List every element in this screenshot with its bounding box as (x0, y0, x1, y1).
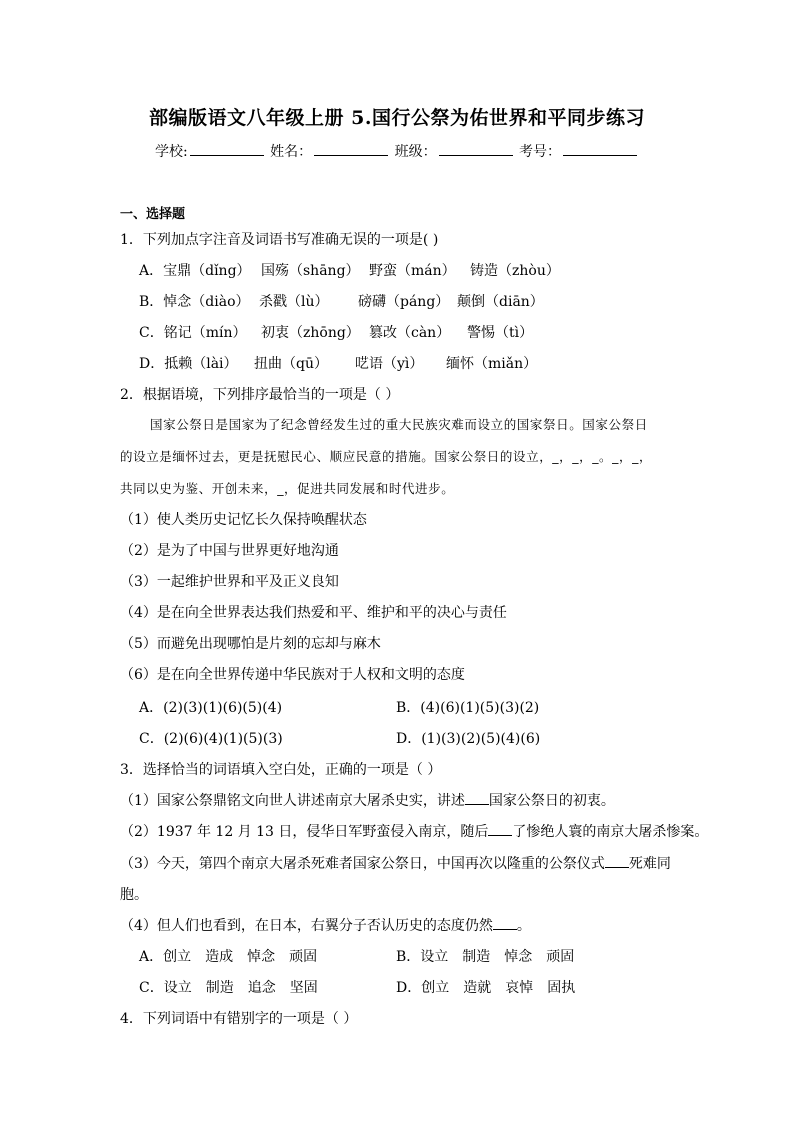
q1-option-d-2: 扭曲（qū） (254, 356, 328, 372)
question-1-stem: 1．下列加点字注音及词语书写准确无误的一项是( ) (120, 232, 439, 248)
q1-option-c-4: 警惕（tì） (467, 325, 534, 341)
q2-item-6: （6）是在向全世界传递中华民族对于人权和文明的态度 (120, 667, 465, 683)
q1-option-d-1: D．抵赖（lài） (139, 356, 238, 372)
q3-sentence-4 (120, 915, 531, 935)
class-blank[interactable] (439, 142, 513, 156)
q1-option-a-1: A．宝鼎（dǐng） (139, 263, 251, 279)
section-heading: 一、选择题 (120, 207, 186, 222)
q2-passage-line-1: 国家公祭日是国家为了纪念曾经发生过的重大民族灾难而设立的国家祭日。国家公祭日 (150, 417, 648, 432)
class-label: 班级： (394, 144, 437, 160)
q3-s1-after: 国家公祭日的初衷。 (488, 793, 615, 809)
q3-s4-after: 。 (516, 918, 531, 934)
q2-option-a: A．(2)(3)(1)(6)(5)(4) (139, 700, 283, 716)
q3-s3-before: （3）今天，第四个南京大屠杀死难者国家公祭日，中国再次以隆重的公祭仪式 (120, 856, 605, 872)
q1-option-a-2: 国殇（shāng） (261, 263, 360, 279)
q3-option-d: D．创立 造就 哀悼 固执 (396, 980, 576, 996)
q1-option-d-3: 呓语（yì） (355, 356, 424, 372)
question-3-stem: 3．选择恰当的词语填入空白处，正确的一项是（ ） (120, 762, 442, 778)
question-2-stem: 2．根据语境，下列排序最恰当的一项是（ ） (120, 387, 400, 403)
q1-option-a-3: 野蛮（mán） (369, 263, 456, 279)
q3-s2-blank (488, 823, 512, 836)
q1-option-c-1: C．铭记（mín） (139, 325, 247, 341)
q1-option-b-2: 杀戳（lù） (259, 294, 329, 310)
q1-option-b-4: 颠倒（diān） (457, 294, 544, 310)
school-label: 学校: (154, 144, 188, 160)
q2-option-c: C．(2)(6)(4)(1)(5)(3) (139, 731, 283, 747)
q3-s3-blank (605, 855, 629, 868)
q2-item-1: （1）使人类历史记忆长久保持唤醒状态 (120, 512, 367, 528)
q3-sentence-3 (120, 853, 671, 873)
q3-option-a: A．创立 造成 悼念 顽固 (139, 949, 318, 965)
q2-passage-line-2: 的设立是缅怀过去，更是抚慰民心、顺应民意的措施。国家公祭日的设立，_，_，_。_，_， (120, 449, 653, 464)
q3-option-c: C．设立 制造 追念 坚固 (139, 980, 318, 996)
q3-sentence-3-cont: 胞。 (120, 887, 148, 903)
q2-option-b: B．(4)(6)(1)(5)(3)(2) (396, 700, 540, 716)
q2-passage-line-3: 共同以史为鉴、开创未来，_，促进共同发展和时代进步。 (120, 481, 455, 496)
number-label: 考号： (519, 144, 562, 160)
q3-option-b: B．设立 制造 悼念 顽固 (396, 949, 575, 965)
q1-option-d-4: 缅怀（miǎn） (446, 356, 538, 372)
q3-sentence-1 (120, 790, 615, 810)
question-4-stem: 4．下列词语中有错别字的一项是（ ） (120, 1011, 358, 1027)
q2-item-4: （4）是在向全世界表达我们热爱和平、维护和平的决心与责任 (120, 605, 507, 621)
q1-option-c-2: 初衷（zhōng） (261, 325, 360, 341)
q2-item-3: （3）一起维护世界和平及正义良知 (120, 574, 339, 590)
q2-item-2: （2）是为了中国与世界更好地沟通 (120, 543, 339, 559)
q3-s3-after: 死难同 (628, 856, 671, 872)
q1-option-b-1: B．悼念（diào） (139, 294, 250, 310)
q2-option-d: D．(1)(3)(2)(5)(4)(6) (396, 731, 541, 747)
q3-s2-before: （2）1937 年 12 月 13 日，侵华日军野蛮侵入南京，随后 (120, 824, 489, 840)
school-blank[interactable] (190, 142, 264, 156)
q3-s1-blank (465, 792, 489, 805)
q1-option-c-3: 篡改（càn） (369, 325, 451, 341)
q3-sentence-2 (120, 821, 708, 841)
q3-s1-before: （1）国家公祭鼎铭文向世人讲述南京大屠杀史实，讲述 (120, 793, 465, 809)
q3-s4-before: （4）但人们也看到，在日本，右翼分子否认历史的态度仍然 (120, 918, 493, 934)
q2-item-5: （5）而避免出现哪怕是片刻的忘却与麻木 (120, 636, 381, 652)
number-blank[interactable] (563, 142, 637, 156)
student-info-row (0, 141, 794, 161)
name-label: 姓名： (270, 144, 313, 160)
name-blank[interactable] (314, 142, 388, 156)
q3-s4-blank (493, 917, 517, 930)
q1-option-b-3: 磅礴（páng） (358, 294, 450, 310)
q3-s2-after: 了惨绝人寰的南京大屠杀惨案。 (512, 824, 709, 840)
q1-option-a-4: 铸造（zhòu） (470, 263, 560, 279)
page-title: 部编版语文八年级上册 5.国行公祭为佑世界和平同步练习 (149, 107, 645, 129)
